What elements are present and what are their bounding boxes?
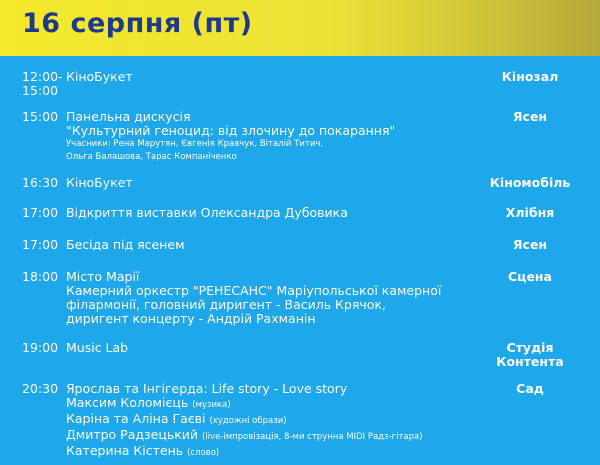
event-details [66, 341, 486, 355]
event-venue: Студія Контента [496, 340, 564, 369]
event-venue: Сад [516, 381, 544, 396]
event-title: КіноБукет [66, 175, 133, 190]
event-details [66, 238, 486, 252]
event-venue: Ясен [512, 237, 548, 252]
event-venue: Кіномобіль [489, 175, 571, 190]
event-title: Ярослав та Інгігерда: Life story - Love story [66, 381, 348, 396]
event-details [66, 70, 486, 84]
performer-role: (художні образи) [209, 416, 287, 426]
event-details [66, 110, 486, 164]
performer-role: (музика) [192, 400, 231, 410]
performer-line [66, 396, 486, 412]
event-title: Панельна дискусія [66, 109, 191, 124]
event-time: 17:00 [22, 205, 59, 220]
event-description: Камерний оркестр "РЕНЕСАНС" Маріупольської камерної [66, 283, 442, 298]
event-time: 19:00 [22, 340, 59, 355]
event-title: Місто Марії [66, 269, 140, 284]
event-title: Відкриття виставки Олександра Дубовика [66, 205, 348, 220]
event-title: Бесіда під ясенем [66, 237, 185, 252]
event-details [66, 270, 486, 326]
performer-line [66, 428, 486, 444]
event-time: 12:00-15:00 [22, 69, 63, 98]
event-subtitle: "Культурний геноцид: від злочину до покарання" [66, 123, 396, 138]
performer-line [66, 412, 486, 428]
performer-line [66, 444, 486, 460]
event-time: 20:30 [22, 381, 59, 396]
event-time: 16:30 [22, 175, 59, 190]
performer-name: Дмитро Радзецький [66, 427, 199, 442]
performer-name: Максим Коломієць [66, 395, 189, 410]
page-title: 16 серпня (пт) [22, 8, 253, 39]
event-details [66, 382, 486, 460]
event-time: 15:00 [22, 109, 59, 124]
event-venue: Ясен [512, 109, 548, 124]
event-title: КіноБукет [66, 69, 133, 84]
event-title: Music Lab [66, 340, 129, 355]
performer-role: (live-імпровізація, 8-ми струнна MIDI Радз-гітара) [202, 432, 423, 442]
event-details [66, 176, 486, 190]
event-venue: Кінозал [501, 69, 559, 84]
event-description: філармонії, головний диригент - Василь Крячок, [66, 297, 386, 312]
event-venue: Сцена [508, 269, 552, 284]
performer-name: Каріна та Аліна Гаєві [66, 411, 206, 426]
event-venue: Хлібня [505, 205, 555, 220]
performer-name: Катерина Кістень [66, 443, 184, 458]
event-description: диригент концерту - Андрій Рахманін [66, 311, 316, 326]
event-time: 17:00 [22, 237, 59, 252]
event-time: 18:00 [22, 269, 59, 284]
date-header [0, 0, 600, 56]
event-participants: Ольга Балашова, Тарас Компаніченко [66, 152, 237, 162]
performer-role: (слово) [187, 448, 220, 458]
event-participants: Учасники: Рена Марутян, Євгенія Кравчук, Віталій Титич, [66, 139, 324, 149]
event-details [66, 206, 486, 220]
